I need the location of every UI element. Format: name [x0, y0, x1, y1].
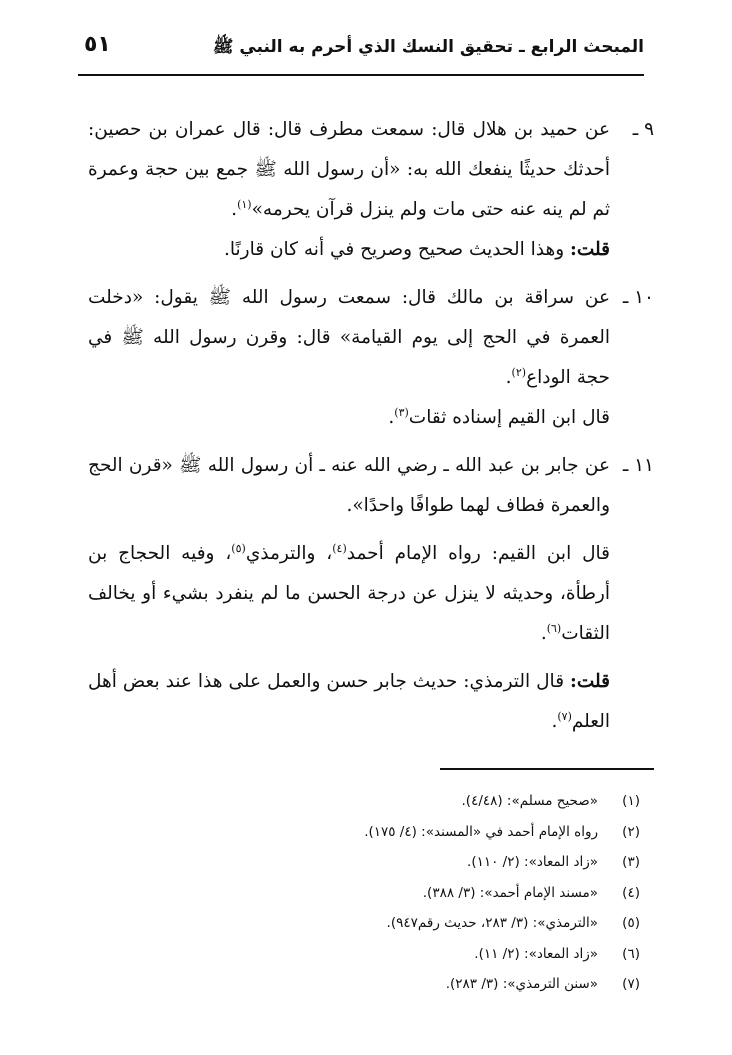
hadith-entry-11: [88, 446, 654, 742]
hadith-entry-10: [88, 278, 654, 438]
page-number: ٥١: [84, 32, 111, 57]
commentary: قال ابن القيم إسناده ثقات$^{(٣)}$.: [388, 405, 610, 428]
commentary: قلت: وهذا الحديث صحيح وصريح في أنه كان قارنًا.: [224, 239, 610, 260]
hadith-entry-9: [88, 110, 654, 270]
footnote-marker: (١): [622, 793, 640, 809]
footnote-marker: (٣): [622, 854, 640, 870]
footnote-item: [88, 786, 640, 817]
footnote-ref[interactable]: (٥): [231, 541, 246, 555]
entry-number: ١١ ـ: [622, 455, 654, 476]
footnote-item: [88, 969, 640, 1000]
hadith-text: عن حميد بن هلال قال: سمعت مطرف قال: قال عمران بن حصين: أحدثك حديثًا ينفعك الله به: «أن رسول الله ﷺ جمع بين حجة وعمرة ثم لم ينه عنه حتى مات ولم ينزل قرآن يحرمه»$^{(١)}$.: [88, 119, 610, 220]
footnote-item: [88, 939, 640, 970]
footnote-ref[interactable]: (١): [237, 197, 252, 211]
footnote-item: [88, 847, 640, 878]
footnote-marker: (٦): [622, 945, 640, 962]
commentary-label: قلت:: [570, 671, 610, 692]
commentary: قلت: قال الترمذي: حديث جابر حسن والعمل على هذا عند بعض أهل العلم$^{(٧)}$.: [88, 671, 610, 732]
header-rule: [78, 74, 644, 76]
footnote-item: [88, 908, 640, 939]
footnote-text: «مسند الإمام أحمد»: (٣/ ٣٨٨).: [422, 884, 598, 901]
footnote-text: «الترمذي»: (٣/ ٢٨٣، حديث رقم٩٤٧).: [386, 915, 598, 931]
footnote-marker: (٧): [622, 976, 640, 992]
entry-number: ٩ ـ: [632, 119, 654, 140]
footnote-ref[interactable]: (٢): [511, 365, 527, 379]
footnote-ref[interactable]: (٦): [546, 621, 562, 635]
footnote-text: «صحيح مسلم»: (٤/٤٨).: [461, 793, 598, 809]
footnote-marker: (٥): [622, 915, 640, 931]
footnote-item: [88, 817, 640, 848]
footnote-ref[interactable]: (٧): [557, 709, 572, 723]
footnote-ref[interactable]: (٣): [394, 405, 409, 419]
commentary: قال ابن القيم: رواه الإمام أحمد$^{(٤)}$، والترمذي$^{(٥)}$، وفيه الحجاج بن أرطأة، وحديثه لا ينزل عن درجة الحسن ما لم ينفرد بشيء أو يخالف الثقات$^{(٦)}$.: [88, 541, 610, 644]
running-header: [78, 30, 644, 76]
main-text: [88, 110, 654, 742]
footnote-text: «سنن الترمذي»: (٣/ ٢٨٣).: [445, 976, 598, 992]
footnote-marker: (٢): [622, 823, 640, 840]
hadith-text: عن سراقة بن مالك قال: سمعت رسول الله ﷺ يقول: «دخلت العمرة في الحج إلى يوم القيامة» قال: وقرن رسول الله ﷺ في حجة الوداع$^{(٢)}$.: [88, 287, 610, 388]
entry-number: ١٠ ـ: [622, 287, 654, 308]
footnote-item: [88, 878, 640, 909]
commentary-label: قلت:: [570, 239, 610, 260]
footnote-text: رواه الإمام أحمد في «المسند»: (٤/ ١٧٥).: [364, 823, 598, 840]
hadith-text: عن جابر بن عبد الله ـ رضي الله عنه ـ أن رسول الله ﷺ «قرن الحج والعمرة فطاف لهما طوافًا واحدًا».: [88, 455, 610, 516]
chapter-title: المبحث الرابع ـ تحقيق النسك الذي أحرم به النبي ﷺ: [212, 37, 644, 57]
footnote-ref[interactable]: (٤): [332, 541, 347, 555]
footnote-marker: (٤): [622, 884, 640, 901]
footnote-text: «زاد المعاد»: (٢/ ١١).: [474, 945, 598, 962]
footnote-separator: [440, 768, 654, 770]
footnote-text: «زاد المعاد»: (٢/ ١١٠).: [467, 854, 598, 870]
footnotes: [88, 786, 640, 1000]
